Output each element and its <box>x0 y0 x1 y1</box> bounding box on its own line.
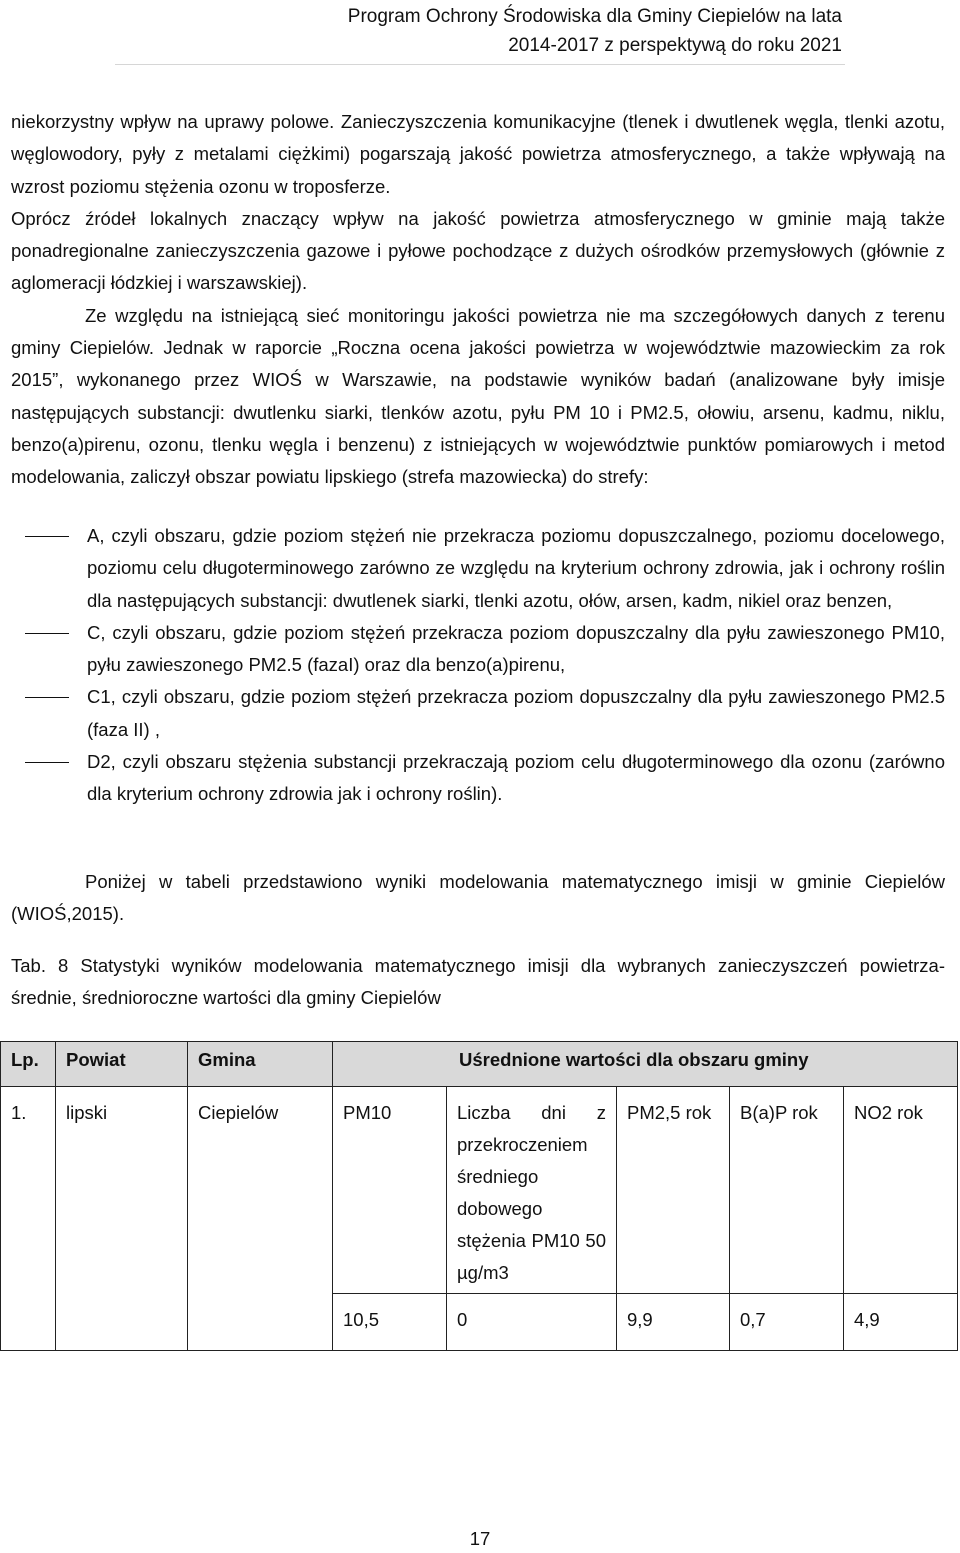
param-no2: NO2 rok <box>844 1087 958 1294</box>
zone-list-item <box>11 746 945 811</box>
zone-list <box>11 520 945 811</box>
param-pm10: PM10 <box>333 1087 447 1294</box>
value-pm10: 10,5 <box>333 1294 447 1351</box>
zone-text: C, czyli obszaru, gdzie poziom stężeń przekracza poziom dopuszczalny dla pyłu zawieszonego PM10, pyłu zawieszonego PM2.5 (fazaI) oraz dla benzo(a)pirenu, <box>87 621 945 676</box>
table-caption: Tab. 8 Statystyki wyników modelowania matematycznego imisji dla wybranych zanieczyszczeń powietrza- średnie, średnioroczne wartości dla gminy Ciepielów <box>11 955 945 1009</box>
dash-bullet <box>25 536 69 537</box>
value-no2: 4,9 <box>844 1294 958 1351</box>
page-number: 17 <box>469 1528 491 1549</box>
document-header <box>0 2 960 60</box>
param-exceedance-days: Liczba dni z przekroczeniem średniego dobowego stężenia PM10 50 µg/m3 <box>447 1087 617 1294</box>
paragraph-2: Oprócz źródeł lokalnych znaczący wpływ na jakość powietrza atmosferycznego w gminie mają także ponadregionalne zanieczyszczenia gazowe i pyłowe pochodzące z dużych ośrodków przemysłowych (głównie z aglomeracji łódzkiej i warszawskiej). <box>11 207 945 294</box>
table-header-row <box>1 1042 958 1087</box>
param-pm25: PM2,5 rok <box>617 1087 730 1294</box>
zone-text: A, czyli obszaru, gdzie poziom stężeń nie przekracza poziomu dopuszczalnego, poziomu docelowego, poziomu celu długoterminowego zarówno ze względu na kryterium ochrony zdrowia, jak i ochrony roślin dla następujących substancji: dwutlenek siarki, tlenki azotu, ołów, arsen, kadm, nikiel oraz benzen, <box>87 525 945 611</box>
param-bap: B(a)P rok <box>730 1087 844 1294</box>
zone-list-item <box>11 617 945 682</box>
cell-lp: 1. <box>1 1087 56 1351</box>
cell-gmina: Ciepielów <box>188 1087 333 1351</box>
header-gmina: Gmina <box>188 1042 333 1087</box>
header-averaged-values: Uśrednione wartości dla obszaru gminy <box>333 1042 958 1087</box>
header-lp: Lp. <box>1 1042 56 1087</box>
paragraph-4: Poniżej w tabeli przedstawiono wyniki modelowania matematycznego imisji w gminie Ciepielów (WIOŚ,2015). <box>11 871 945 925</box>
value-pm25: 9,9 <box>617 1294 730 1351</box>
body-text-bottom <box>11 866 945 931</box>
value-bap: 0,7 <box>730 1294 844 1351</box>
emission-statistics-table <box>0 1041 958 1351</box>
dash-bullet <box>25 697 69 698</box>
zone-list-item <box>11 681 945 746</box>
zone-text: C1, czyli obszaru, gdzie poziom stężeń przekracza poziom dopuszczalny dla pyłu zawieszonego PM2.5 (faza II) , <box>87 686 945 740</box>
paragraph-3: Ze względu na istniejącą sieć monitoringu jakości powietrza nie ma szczegółowych danych z terenu gminy Ciepielów. Jednak w raporcie „Roczna ocena jakości powietrza w województwie mazowieckim za rok 2015”, wykonanego przez WIOŚ w Warszawie, na podstawie wyników badań (analizowane były imisje następujących substancji: dwutlenku siarki, tlenków azotu, pyłu PM 10 i PM2.5, ołowiu, arsenu, kadmu, niklu, benzo(a)pirenu, ozonu, tlenku węgla i benzenu) z istniejących w województwie punktów pomiarowych i metod modelowania, zaliczył obszar powiatu lipskiego (strefa mazowiecka) do strefy: <box>11 304 945 488</box>
header-divider <box>115 64 845 65</box>
cell-powiat: lipski <box>56 1087 188 1351</box>
paragraph-1: niekorzystny wpływ na uprawy polowe. Zanieczyszczenia komunikacyjne (tlenek i dwutlenek węgla, tlenki azotu, węglowodory, pyły z metalami ciężkimi) pogarszają jakość powietrza atmosferycznego, a także wpływają na wzrost poziomu stężenia ozonu w troposferze. <box>11 111 945 197</box>
dash-bullet <box>25 633 69 634</box>
table-row <box>1 1087 958 1294</box>
zone-text: D2, czyli obszaru stężenia substancji przekraczają poziom celu długoterminowego dla ozonu (zarówno dla kryterium ochrony zdrowia jak i ochrony roślin). <box>87 751 945 805</box>
header-powiat: Powiat <box>56 1042 188 1087</box>
zone-list-item <box>11 520 945 617</box>
header-line-2: 2014-2017 z perspektywą do roku 2021 <box>508 35 842 56</box>
value-exceedance-days: 0 <box>447 1294 617 1351</box>
dash-bullet <box>25 762 69 763</box>
body-text-top <box>11 106 945 494</box>
header-line-1: Program Ochrony Środowiska dla Gminy Ciepielów na lata <box>347 6 842 27</box>
